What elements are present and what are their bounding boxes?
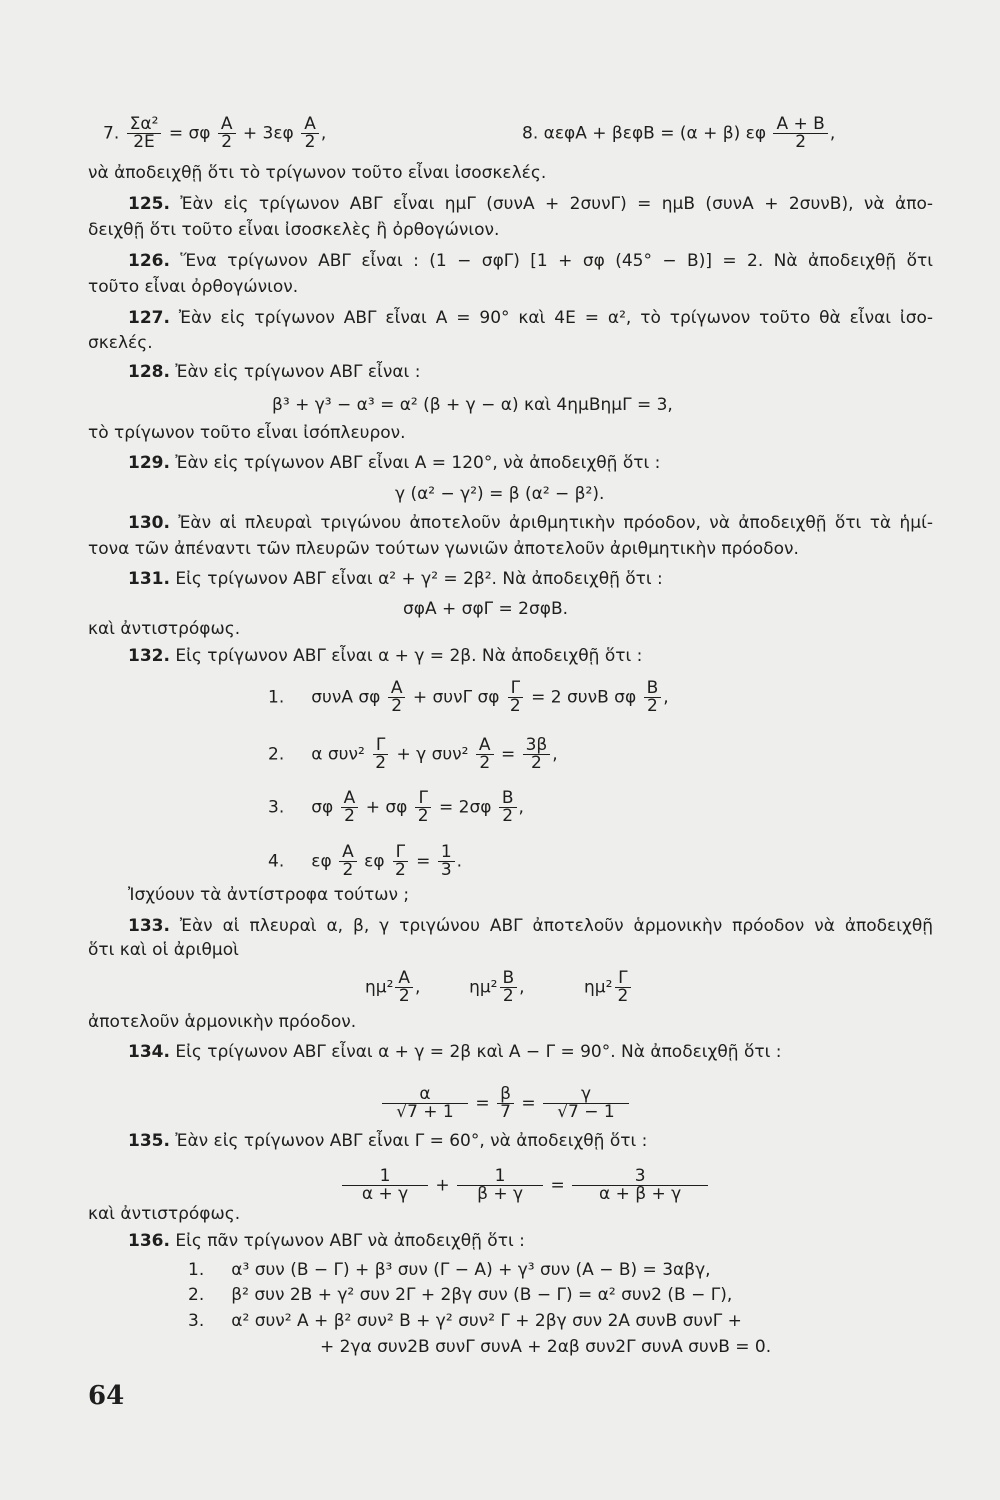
numerator: α (382, 1086, 468, 1104)
problem-125-line2: δειχθῇ ὅτι τοῦτο εἶναι ἰσοσκελὲς ἢ ὀρθογώνιον. (88, 220, 500, 240)
problem-132-line1 (128, 645, 642, 667)
label: 8. (522, 123, 539, 144)
item-label: 1. (268, 687, 285, 708)
numerator: A (339, 844, 357, 862)
text: Ἐὰν αἱ πλευραὶ τριγώνου ἀποτελοῦν ἀριθμητικὴν πρόοδον, νὰ ἀποδειχθῇ ὅτι τὰ ἡμί- (178, 513, 933, 533)
numerator: Γ (508, 680, 523, 698)
text: Ἐὰν εἰς τρίγωνον ΑΒΓ εἶναι Γ = 60°, νὰ ἀποδειχθῇ ὅτι : (175, 1131, 648, 1151)
problem-133-line4: ἀποτελοῦν ἁρμονικὴν πρόοδον. (88, 1012, 357, 1032)
text: β² συν 2Β + γ² συν 2Γ + 2βγ συν (Β − Γ) = α² συν2 (Β − Γ), (231, 1285, 733, 1305)
denominator: 2E (133, 132, 155, 152)
problem-number: 132. (128, 646, 170, 666)
problem-125-line1 (88, 193, 933, 215)
problem-135-equation (340, 1168, 710, 1203)
text: α² συν² Α + β² συν² Β + γ² συν² Γ + 2βγ συν 2Α συνΒ συνΓ + (231, 1311, 742, 1331)
numerator: 3 (572, 1168, 708, 1186)
problem-131-line1 (128, 568, 663, 590)
problem-132-item1 (268, 680, 669, 715)
problem-132-item3 (268, 790, 524, 825)
fraction (614, 970, 631, 1005)
text: Ἐὰν εἰς τρίγωνον ΑΒΓ εἶναι ημΓ (συνΑ + 2συνΓ) = ημΒ (συνΑ + 2συνΒ), νὰ ἀπο- (180, 194, 933, 214)
numerator: A + B (773, 116, 827, 134)
text: Ἐὰν εἰς τρίγωνον ΑΒΓ εἶναι Α = 120°, νὰ ἀποδειχθῇ ὅτι : (175, 453, 661, 473)
text: = (475, 1093, 490, 1114)
problem-128-equation: β³ + γ³ − α³ = α² (β + γ − α) καὶ 4ημΒημΓ = 3, (272, 395, 673, 415)
fraction (476, 737, 494, 772)
item-label: 1. (188, 1260, 205, 1280)
fraction (382, 1086, 468, 1121)
text: Ἕνα τρίγωνον ΑΒΓ εἶναι : (1 − σφΓ) [1 + σφ (45° − Β)] = 2. Νὰ ἀποδειχθῇ ὅτι (180, 251, 934, 271)
problem-133-line2: ὅτι καὶ οἱ ἀριθμοὶ (88, 940, 239, 960)
numerator: A (395, 970, 413, 988)
problem-number: 133. (128, 916, 170, 936)
text: + (435, 1175, 450, 1196)
page-number: 64 (88, 1381, 125, 1411)
text: Εἰς πᾶν τρίγωνον ΑΒΓ νὰ ἀποδειχθῇ ὅτι : (175, 1231, 525, 1251)
numerator: A (476, 737, 494, 755)
denominator: 3 (440, 860, 452, 880)
fraction (395, 970, 413, 1005)
problem-number: 130. (128, 513, 170, 533)
problem-136-item3 (188, 1310, 742, 1332)
text: ημ² (365, 977, 394, 998)
text: = σφ (168, 123, 211, 144)
problem-number: 134. (128, 1042, 170, 1062)
problem-136-item3-cont: + 2γα συν2Β συνΓ συνΑ + 2αβ συν2Γ συνΑ συνΒ = 0. (320, 1337, 772, 1357)
text: ημ² (584, 977, 613, 998)
item-label: 4. (268, 851, 285, 872)
fraction (392, 844, 409, 879)
problem-132-item4 (268, 844, 462, 879)
numerator: β (497, 1086, 514, 1104)
denominator: α + γ (361, 1184, 409, 1204)
problem-134-line1 (128, 1041, 781, 1063)
text: = 2σφ (439, 797, 492, 818)
text: εφ (364, 851, 385, 872)
denominator: 2 (221, 132, 233, 152)
denominator: √7 + 1 (396, 1102, 454, 1122)
fraction (543, 1086, 629, 1121)
item-label: 2. (188, 1285, 205, 1305)
problem-number: 136. (128, 1231, 170, 1251)
denominator: 2 (375, 753, 387, 773)
fraction (500, 970, 518, 1005)
denominator: 2 (394, 860, 406, 880)
problem-134-equation (380, 1086, 631, 1121)
fraction (341, 790, 359, 825)
problem-127-line1 (88, 307, 933, 329)
denominator: 2 (342, 860, 354, 880)
fraction (773, 116, 827, 151)
text: ημ² (469, 977, 498, 998)
denominator: 2 (417, 806, 429, 826)
denominator: 2 (795, 132, 807, 152)
numerator: Γ (393, 844, 408, 862)
numerator: A (301, 116, 319, 134)
text: + σφ (365, 797, 408, 818)
text: Εἰς τρίγωνον ΑΒΓ εἶναι α² + γ² = 2β². Νὰ ἀποδειχθῇ ὅτι : (175, 569, 663, 589)
text: = 2 συνΒ σφ (531, 687, 637, 708)
fraction (415, 790, 432, 825)
denominator: 2 (509, 696, 521, 716)
problem-135-line3: καὶ ἀντιστρόφως. (88, 1204, 241, 1224)
problem-126-line2: τοῦτο εἶναι ὀρθογώνιον. (88, 277, 299, 297)
problem-128-line1 (128, 361, 420, 383)
text: σφ (311, 797, 334, 818)
denominator: 2 (391, 696, 403, 716)
numerator: Σα² (127, 116, 162, 134)
text: . (456, 851, 463, 872)
denominator: 2 (398, 986, 410, 1006)
numerator: B (499, 790, 517, 808)
denominator: α + β + γ (599, 1184, 682, 1204)
problem-number: 127. (128, 308, 170, 328)
fraction (301, 116, 319, 151)
problem-126-line1 (88, 250, 933, 272)
denominator: 2 (479, 753, 491, 773)
problem-128-line3: τὸ τρίγωνον τοῦτο εἶναι ἰσόπλευρον. (88, 423, 406, 443)
problem-135-line1 (128, 1130, 647, 1152)
denominator: 7 (500, 1102, 511, 1122)
numerator: 1 (342, 1168, 428, 1186)
item-label: 3. (268, 797, 285, 818)
text: , (829, 123, 836, 144)
fraction (438, 844, 455, 879)
fraction (572, 1168, 708, 1203)
text: αεφA + βεφB = (α + β) εφ (543, 123, 767, 144)
problem-number: 125. (128, 194, 170, 214)
numerator: A (341, 790, 359, 808)
text: + συνΓ σφ (412, 687, 500, 708)
text: , (519, 977, 525, 998)
problem-132-question: Ἰσχύουν τὰ ἀντίστροφα τούτων ; (128, 885, 410, 905)
text: , (415, 977, 421, 998)
numerator: γ (543, 1086, 629, 1104)
problem-136-line1 (128, 1230, 525, 1252)
problem-129-equation: γ (α² − γ²) = β (α² − β²). (395, 484, 605, 504)
text: Εἰς τρίγωνον ΑΒΓ εἶναι α + γ = 2β. Νὰ ἀποδειχθῇ ὅτι : (175, 646, 643, 666)
text: , (663, 687, 669, 708)
numerator: 1 (457, 1168, 543, 1186)
denominator: 2 (502, 986, 514, 1006)
problem-number: 128. (128, 362, 170, 382)
problem-133-line1 (88, 915, 933, 937)
problem-136-item1 (188, 1259, 711, 1281)
text: Ἐὰν εἰς τρίγωνον ΑΒΓ εἶναι : (175, 362, 421, 382)
problem-131-equation: σφΑ + σφΓ = 2σφΒ. (403, 599, 569, 619)
problem-136-item2 (188, 1284, 732, 1306)
conclusion: νὰ ἀποδειχθῇ ὅτι τὸ τρίγωνον τοῦτο εἶναι ἰσοσκελές. (88, 163, 547, 183)
fraction (218, 116, 236, 151)
fraction (127, 116, 162, 151)
fraction (523, 737, 551, 772)
text: + 3εφ (242, 123, 294, 144)
problem-131-line3: καὶ ἀντιστρόφως. (88, 619, 241, 639)
numerator: Γ (373, 737, 388, 755)
problem-133-numbers (365, 970, 633, 1005)
text: α³ συν (Β − Γ) + β³ συν (Γ − Α) + γ³ συν (Α − Β) = 3αβγ, (231, 1260, 711, 1280)
numerator: A (218, 116, 236, 134)
text: Ἐὰν αἱ πλευραὶ α, β, γ τριγώνου ΑΒΓ ἀποτελοῦν ἁρμονικὴν πρόοδον νὰ ἀποδειχθῇ (179, 916, 933, 936)
numerator: 3β (523, 737, 551, 755)
fraction (497, 1086, 514, 1121)
exercise-8 (522, 116, 835, 151)
exercise-7 (103, 116, 326, 151)
problem-129-line1 (128, 452, 660, 474)
denominator: 2 (304, 132, 316, 152)
text: συνΑ σφ (311, 687, 381, 708)
fraction (388, 680, 406, 715)
item-label: 2. (268, 744, 285, 765)
label: 7. (103, 123, 120, 144)
denominator: √7 − 1 (557, 1102, 615, 1122)
text: , (518, 797, 524, 818)
problem-130-line1 (88, 512, 933, 534)
fraction (499, 790, 517, 825)
text: Ἐὰν εἰς τρίγωνον ΑΒΓ εἶναι Α = 90° καὶ 4Ε = α², τὸ τρίγωνον τοῦτο θὰ εἶναι ἰσο- (178, 308, 933, 328)
text: α συν² (311, 744, 365, 765)
numerator: A (388, 680, 406, 698)
denominator: 2 (531, 753, 542, 773)
text: = (500, 744, 516, 765)
numerator: B (500, 970, 518, 988)
denominator: 2 (502, 806, 514, 826)
fraction (457, 1168, 543, 1203)
denominator: 2 (617, 986, 629, 1006)
text: , (320, 123, 327, 144)
text: + γ συν² (396, 744, 469, 765)
numerator: 1 (438, 844, 455, 862)
text: = (550, 1175, 565, 1196)
fraction (644, 680, 662, 715)
fraction (342, 1168, 428, 1203)
text: = (521, 1093, 536, 1114)
denominator: 2 (646, 696, 658, 716)
problem-number: 129. (128, 453, 170, 473)
problem-132-item2 (268, 737, 558, 772)
text: , (552, 744, 558, 765)
text: εφ (311, 851, 332, 872)
problem-number: 126. (128, 251, 170, 271)
problem-number: 131. (128, 569, 170, 589)
numerator: Γ (415, 790, 430, 808)
item-label: 3. (188, 1311, 205, 1331)
numerator: Γ (615, 970, 630, 988)
fraction (507, 680, 524, 715)
fraction (339, 844, 357, 879)
denominator: β + γ (477, 1184, 524, 1204)
denominator: 2 (344, 806, 355, 826)
problem-number: 135. (128, 1131, 170, 1151)
text: = (416, 851, 431, 872)
text: Εἰς τρίγωνον ΑΒΓ εἶναι α + γ = 2β καὶ Α − Γ = 90°. Νὰ ἀποδειχθῇ ὅτι : (175, 1042, 782, 1062)
fraction (372, 737, 389, 772)
problem-130-line2: τονα τῶν ἀπέναντι τῶν πλευρῶν τούτων γωνιῶν ἀποτελοῦν ἀριθμητικὴν πρόοδον. (88, 539, 799, 559)
problem-127-line2: σκελές. (88, 333, 153, 353)
numerator: B (644, 680, 662, 698)
